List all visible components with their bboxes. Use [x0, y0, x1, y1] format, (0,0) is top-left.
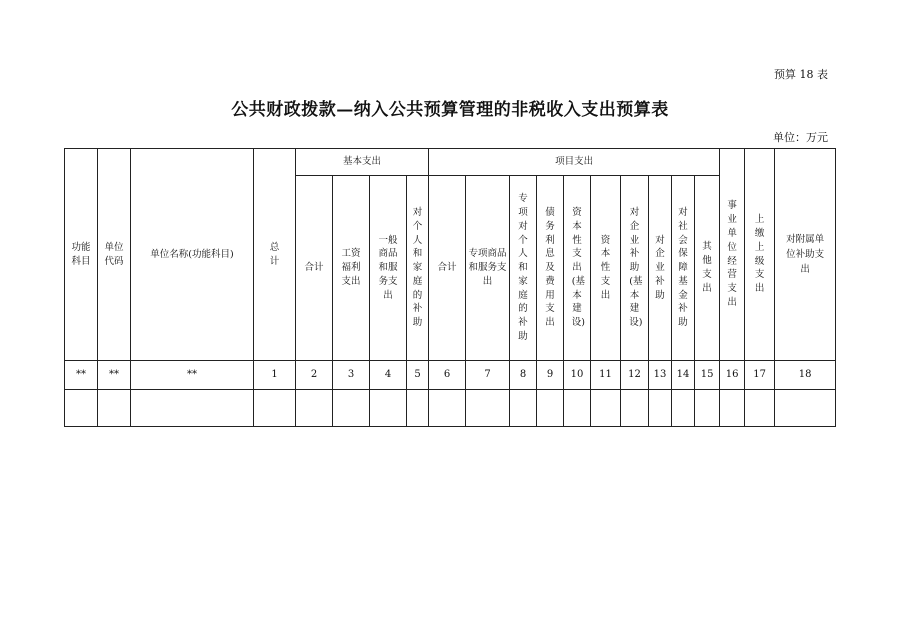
empty-cell	[296, 390, 333, 427]
column-number-cell: **	[65, 361, 98, 390]
header-row-top	[65, 149, 836, 176]
column-number-cell: 4	[370, 361, 407, 390]
header-special-goods-services: 专项商品和服务支出	[466, 176, 510, 361]
page-title: 公共财政拨款—纳入公共预算管理的非税收入支出预算表	[231, 100, 669, 120]
header-unit-code: 单位代码	[98, 149, 131, 361]
empty-cell	[591, 390, 621, 427]
column-number-cell: 17	[745, 361, 775, 390]
header-enterprise-subsidy: 对企业补助	[649, 176, 672, 361]
column-number-cell: 2	[296, 361, 333, 390]
header-individual-family-subsidy: 对个人和家庭的补助	[407, 176, 429, 361]
column-number-row	[65, 361, 836, 390]
header-function-subject: 功能科目	[65, 149, 98, 361]
empty-cell	[649, 390, 672, 427]
empty-cell	[775, 390, 836, 427]
empty-cell	[695, 390, 720, 427]
empty-cell	[466, 390, 510, 427]
column-number-cell: 9	[537, 361, 564, 390]
header-special-individual-family-subsidy: 专项对个人和家庭的补助	[510, 176, 537, 361]
column-number-cell: 5	[407, 361, 429, 390]
empty-cell	[370, 390, 407, 427]
form-number: 预算 18 表	[774, 68, 828, 81]
header-other-expenditure: 其他支出	[695, 176, 720, 361]
header-social-security-fund-subsidy: 对社会保障基金补助	[672, 176, 695, 361]
header-wages-welfare: 工资福利支出	[333, 176, 370, 361]
column-number-cell: 8	[510, 361, 537, 390]
empty-cell	[621, 390, 649, 427]
empty-cell	[564, 390, 591, 427]
header-project-expenditure: 项目支出	[429, 149, 720, 176]
header-project-total: 合计	[429, 176, 466, 361]
empty-cell	[720, 390, 745, 427]
empty-data-row	[65, 390, 836, 427]
column-number-cell: 11	[591, 361, 621, 390]
column-number-cell: 7	[466, 361, 510, 390]
header-capital-expenditure-construction: 资本性支出(基本建设)	[564, 176, 591, 361]
empty-cell	[65, 390, 98, 427]
column-number-cell: 14	[672, 361, 695, 390]
header-basic-expenditure: 基本支出	[296, 149, 429, 176]
column-number-cell: 3	[333, 361, 370, 390]
empty-cell	[672, 390, 695, 427]
column-number-cell: 12	[621, 361, 649, 390]
column-number-cell: 6	[429, 361, 466, 390]
empty-cell	[131, 390, 254, 427]
header-enterprise-subsidy-construction: 对企业补助(基本建设)	[621, 176, 649, 361]
empty-cell	[537, 390, 564, 427]
empty-cell	[429, 390, 466, 427]
empty-cell	[98, 390, 131, 427]
header-subsidy-to-affiliated-units: 对附属单位补助支出	[775, 149, 836, 361]
unit-label: 单位：万元	[773, 131, 828, 144]
empty-cell	[407, 390, 429, 427]
column-number-cell: 13	[649, 361, 672, 390]
column-number-cell: 1	[254, 361, 296, 390]
empty-cell	[254, 390, 296, 427]
header-unit-name: 单位名称(功能科目)	[131, 149, 254, 361]
column-number-cell: 16	[720, 361, 745, 390]
budget-table	[64, 148, 836, 427]
header-basic-total: 合计	[296, 176, 333, 361]
column-number-cell: **	[131, 361, 254, 390]
header-debt-interest-fees: 债务利息及费用支出	[537, 176, 564, 361]
header-total: 总计	[254, 149, 296, 361]
header-general-goods-services: 一般商品和服务支出	[370, 176, 407, 361]
header-payment-to-higher-level: 上缴上级支出	[745, 149, 775, 361]
column-number-cell: 15	[695, 361, 720, 390]
header-capital-expenditure: 资本性支出	[591, 176, 621, 361]
column-number-cell: 10	[564, 361, 591, 390]
column-number-cell: **	[98, 361, 131, 390]
header-institution-operating-expenditure: 事业单位经营支出	[720, 149, 745, 361]
empty-cell	[745, 390, 775, 427]
column-number-cell: 18	[775, 361, 836, 390]
empty-cell	[510, 390, 537, 427]
empty-cell	[333, 390, 370, 427]
